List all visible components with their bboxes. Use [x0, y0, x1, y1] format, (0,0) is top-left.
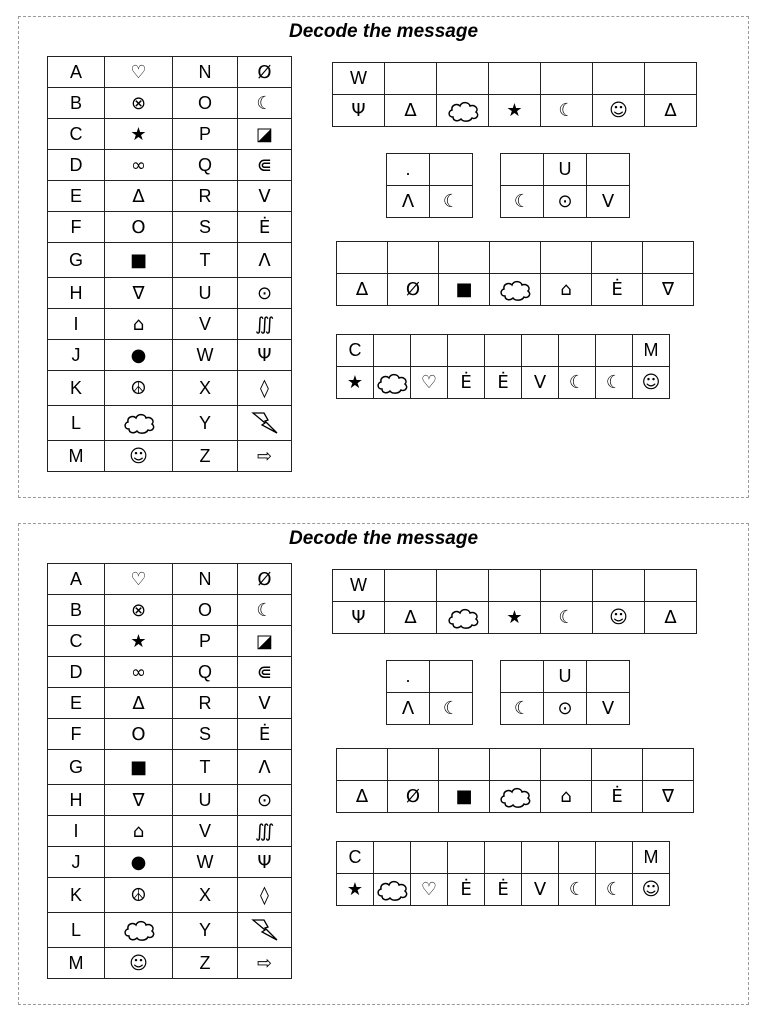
key-letter: W: [173, 847, 238, 878]
key-letter: O: [173, 88, 238, 119]
cloud-icon: [498, 786, 532, 807]
worksheet-top: [18, 16, 749, 498]
cipher-symbol-dotted-e: Ė: [238, 212, 292, 243]
answer-cell[interactable]: [522, 335, 559, 367]
key-row: [48, 243, 292, 278]
key-letter: U: [173, 278, 238, 309]
answer-cell[interactable]: [489, 570, 541, 602]
cipher-symbol-crescent-moon: ☾: [501, 693, 544, 725]
answer-cell[interactable]: C: [337, 842, 374, 874]
key-letter: Q: [173, 150, 238, 181]
key-letter: H: [48, 785, 105, 816]
key-letter: Y: [173, 406, 238, 441]
cipher-symbol-circle: O: [105, 719, 173, 750]
key-letter: A: [48, 564, 105, 595]
cipher-symbol-house: ⌂: [105, 309, 173, 340]
word-4: [336, 241, 694, 306]
cipher-symbol-slashed-o: Ø: [238, 57, 292, 88]
cipher-symbol-psi: Ψ: [238, 847, 292, 878]
cipher-symbol-star: ★: [105, 119, 173, 150]
word-2: [386, 153, 473, 218]
cipher-symbol-nabla: ∇: [105, 785, 173, 816]
cipher-symbol-triangle: ∆: [645, 95, 697, 127]
key-row: [48, 595, 292, 626]
key-letter: D: [48, 150, 105, 181]
answer-cell[interactable]: [501, 154, 544, 186]
answer-cell[interactable]: M: [633, 335, 670, 367]
answer-cell[interactable]: [593, 570, 645, 602]
answer-cell[interactable]: [490, 749, 541, 781]
answer-cell[interactable]: W: [333, 63, 385, 95]
cipher-symbol-cloud: [374, 367, 411, 399]
answer-cell[interactable]: [645, 63, 697, 95]
key-row: [48, 441, 292, 472]
key-row: [48, 785, 292, 816]
answer-cell[interactable]: [437, 570, 489, 602]
key-letter: N: [173, 57, 238, 88]
answer-cell[interactable]: [448, 335, 485, 367]
word-3: [500, 660, 630, 725]
cipher-symbol-star: ★: [105, 626, 173, 657]
answer-row: [501, 154, 630, 186]
cipher-symbol-dotted-e: Ė: [592, 781, 643, 813]
key-row: [48, 913, 292, 948]
key-row: [48, 212, 292, 243]
answer-cell[interactable]: [337, 749, 388, 781]
cipher-symbol-star: ★: [337, 874, 374, 906]
cipher-symbol-circled-dot: ⊙: [238, 278, 292, 309]
cipher-symbol-subset: ⋐: [238, 150, 292, 181]
cipher-symbol-psi: Ψ: [333, 602, 385, 634]
cipher-symbol-black-circle: ●: [105, 847, 173, 878]
answer-row: [337, 749, 694, 781]
word-4: [336, 748, 694, 813]
answer-cell[interactable]: [448, 842, 485, 874]
symbol-row: [333, 95, 697, 127]
key-row: [48, 750, 292, 785]
answer-cell[interactable]: [592, 242, 643, 274]
key-letter: V: [173, 309, 238, 340]
cipher-symbol-nabla: ∇: [105, 278, 173, 309]
cipher-symbol-heart: ♡: [411, 874, 448, 906]
answer-cell[interactable]: [587, 154, 630, 186]
answer-cell[interactable]: [411, 842, 448, 874]
cipher-symbol-triangle: ∆: [337, 274, 388, 306]
answer-cell[interactable]: .: [387, 154, 430, 186]
cipher-symbol-crescent-moon: ☾: [430, 693, 473, 725]
key-row: [48, 948, 292, 979]
cipher-symbol-diamond: ◊: [238, 371, 292, 406]
key-letter: Y: [173, 913, 238, 948]
cipher-symbol-triple-integral: ∭: [238, 309, 292, 340]
word-3: [500, 153, 630, 218]
answer-cell[interactable]: [430, 154, 473, 186]
lightning-icon: [250, 412, 280, 433]
answer-cell[interactable]: [541, 63, 593, 95]
key-row: [48, 406, 292, 441]
answer-cell[interactable]: [337, 242, 388, 274]
answer-cell[interactable]: [439, 242, 490, 274]
answer-row: [337, 335, 670, 367]
cipher-symbol-dotted-e: Ė: [448, 367, 485, 399]
key-letter: S: [173, 212, 238, 243]
key-letter: O: [173, 595, 238, 626]
cipher-symbol-circle: O: [105, 212, 173, 243]
key-row: [48, 371, 292, 406]
cipher-symbol-infinity: ∞: [105, 657, 173, 688]
key-row: [48, 564, 292, 595]
cipher-symbol-nabla: ∇: [643, 781, 694, 813]
answer-cell[interactable]: [593, 63, 645, 95]
cipher-symbol-triangle: ∆: [337, 781, 388, 813]
word-5: [336, 841, 670, 906]
cipher-symbol-circled-dot: ⊙: [544, 693, 587, 725]
key-letter: T: [173, 750, 238, 785]
cipher-symbol-half-square: ◪: [238, 119, 292, 150]
key-row: [48, 847, 292, 878]
key-row: [48, 688, 292, 719]
cipher-symbol-circled-dot: ⊙: [238, 785, 292, 816]
cipher-symbol-v-letter: V: [587, 186, 630, 218]
key-letter: X: [173, 878, 238, 913]
answer-cell[interactable]: W: [333, 570, 385, 602]
cipher-symbol-black-circle: ●: [105, 340, 173, 371]
answer-cell[interactable]: [374, 842, 411, 874]
key-row: [48, 181, 292, 212]
worksheet-title: Decode the message: [288, 21, 479, 42]
cipher-symbol-cloud: [437, 95, 489, 127]
symbol-row: [501, 186, 630, 218]
answer-cell[interactable]: [439, 749, 490, 781]
key-letter: M: [48, 948, 105, 979]
cipher-symbol-heart: ♡: [105, 57, 173, 88]
answer-cell[interactable]: [437, 63, 489, 95]
cipher-symbol-subset: ⋐: [238, 657, 292, 688]
cipher-symbol-triangle: ∆: [105, 181, 173, 212]
key-row: [48, 657, 292, 688]
key-letter: Q: [173, 657, 238, 688]
key-letter: U: [173, 785, 238, 816]
cloud-icon: [446, 607, 480, 628]
word-1: [332, 62, 697, 127]
cipher-symbol-lambda: Λ: [387, 693, 430, 725]
key-letter: C: [48, 626, 105, 657]
key-letter: A: [48, 57, 105, 88]
cipher-symbol-circled-x: ⊗: [105, 595, 173, 626]
cipher-symbol-half-square: ◪: [238, 626, 292, 657]
cipher-symbol-black-square: ■: [105, 243, 173, 278]
answer-cell[interactable]: [592, 749, 643, 781]
cipher-symbol-nabla: ∇: [643, 274, 694, 306]
answer-row: [501, 661, 630, 693]
symbol-row: [387, 693, 473, 725]
answer-row: [333, 63, 697, 95]
cipher-symbol-v-letter: V: [587, 693, 630, 725]
answer-cell[interactable]: [388, 749, 439, 781]
cipher-symbol-smiley: ☺: [593, 95, 645, 127]
cipher-symbol-black-square: ■: [439, 781, 490, 813]
key-row: [48, 816, 292, 847]
cipher-symbol-slashed-o: Ø: [388, 274, 439, 306]
symbol-row: [387, 186, 473, 218]
answer-cell[interactable]: [587, 661, 630, 693]
word-1: [332, 569, 697, 634]
cloud-icon: [498, 279, 532, 300]
cipher-symbol-peace: ☮: [105, 371, 173, 406]
answer-cell[interactable]: [430, 661, 473, 693]
symbol-row: [501, 693, 630, 725]
cipher-symbol-lambda: Λ: [387, 186, 430, 218]
key-letter: E: [48, 181, 105, 212]
word-5: [336, 334, 670, 399]
cipher-symbol-black-square: ■: [105, 750, 173, 785]
cipher-symbol-arrow-right: ⇨: [238, 948, 292, 979]
answer-cell[interactable]: [485, 335, 522, 367]
symbol-row: [333, 602, 697, 634]
answer-row: [387, 154, 473, 186]
answer-cell[interactable]: [643, 242, 694, 274]
cipher-symbol-lambda: Λ: [238, 243, 292, 278]
cipher-symbol-psi: Ψ: [333, 95, 385, 127]
cipher-symbol-black-square: ■: [439, 274, 490, 306]
cipher-symbol-crescent-moon: ☾: [596, 367, 633, 399]
cipher-symbol-arrow-right: ⇨: [238, 441, 292, 472]
cipher-symbol-cloud: [490, 274, 541, 306]
key-letter: K: [48, 878, 105, 913]
answer-row: [387, 661, 473, 693]
key-row: [48, 278, 292, 309]
answer-cell[interactable]: C: [337, 335, 374, 367]
cipher-symbol-cloud: [105, 913, 173, 948]
key-letter: M: [48, 441, 105, 472]
key-letter: I: [48, 309, 105, 340]
key-row: [48, 88, 292, 119]
answer-cell[interactable]: U: [544, 661, 587, 693]
cipher-symbol-dotted-e: Ė: [485, 874, 522, 906]
key-row: [48, 309, 292, 340]
cipher-symbol-triangle: ∆: [645, 602, 697, 634]
answer-cell[interactable]: [643, 749, 694, 781]
cipher-symbol-crescent-moon: ☾: [541, 602, 593, 634]
cipher-symbol-crescent-moon: ☾: [596, 874, 633, 906]
cipher-symbol-star: ★: [337, 367, 374, 399]
cipher-symbol-cloud: [437, 602, 489, 634]
answer-cell[interactable]: [501, 661, 544, 693]
cipher-symbol-triple-integral: ∭: [238, 816, 292, 847]
cipher-symbol-house: ⌂: [541, 274, 592, 306]
cloud-icon: [375, 879, 409, 900]
answer-cell[interactable]: [374, 335, 411, 367]
answer-cell[interactable]: [645, 570, 697, 602]
key-letter: T: [173, 243, 238, 278]
key-row: [48, 626, 292, 657]
answer-cell[interactable]: [559, 335, 596, 367]
key-row: [48, 878, 292, 913]
cipher-symbol-v-letter: V: [522, 874, 559, 906]
cipher-symbol-crescent-moon: ☾: [559, 367, 596, 399]
cloud-icon: [122, 412, 156, 433]
cipher-symbol-dotted-e: Ė: [448, 874, 485, 906]
key-letter: V: [173, 816, 238, 847]
cipher-symbol-triangle: ∆: [385, 602, 437, 634]
key-letter: B: [48, 88, 105, 119]
key-letter: I: [48, 816, 105, 847]
key-letter: X: [173, 371, 238, 406]
cipher-symbol-crescent-moon: ☾: [541, 95, 593, 127]
symbol-row: [337, 274, 694, 306]
cipher-symbol-v-letter: V: [238, 181, 292, 212]
cipher-symbol-crescent-moon: ☾: [238, 88, 292, 119]
key-letter: P: [173, 119, 238, 150]
cipher-symbol-cloud: [490, 781, 541, 813]
answer-cell[interactable]: [541, 749, 592, 781]
cipher-symbol-heart: ♡: [411, 367, 448, 399]
cipher-symbol-diamond: ◊: [238, 878, 292, 913]
key-letter: S: [173, 719, 238, 750]
cipher-symbol-crescent-moon: ☾: [430, 186, 473, 218]
key-letter: Z: [173, 441, 238, 472]
answer-cell[interactable]: [485, 842, 522, 874]
key-row: [48, 150, 292, 181]
cipher-symbol-house: ⌂: [105, 816, 173, 847]
answer-row: [333, 570, 697, 602]
key-letter: R: [173, 181, 238, 212]
cloud-icon: [446, 100, 480, 121]
symbol-row: [337, 874, 670, 906]
key-letter: J: [48, 847, 105, 878]
answer-cell[interactable]: [411, 335, 448, 367]
answer-row: [337, 842, 670, 874]
answer-row: [337, 242, 694, 274]
cipher-symbol-crescent-moon: ☾: [559, 874, 596, 906]
cipher-key-table: [47, 56, 292, 472]
key-row: [48, 340, 292, 371]
worksheet-title: Decode the message: [288, 528, 479, 549]
worksheet-bottom: [18, 523, 749, 1005]
answer-cell[interactable]: [596, 335, 633, 367]
key-row: [48, 57, 292, 88]
cipher-symbol-peace: ☮: [105, 878, 173, 913]
key-letter: E: [48, 688, 105, 719]
cipher-symbol-smiley: ☺: [105, 441, 173, 472]
key-letter: Z: [173, 948, 238, 979]
cipher-symbol-smiley: ☺: [633, 367, 670, 399]
cipher-symbol-heart: ♡: [105, 564, 173, 595]
answer-cell[interactable]: M: [633, 842, 670, 874]
cipher-symbol-star: ★: [489, 602, 541, 634]
cipher-symbol-lightning: [238, 406, 292, 441]
key-letter: B: [48, 595, 105, 626]
key-letter: D: [48, 657, 105, 688]
cipher-symbol-slashed-o: Ø: [388, 781, 439, 813]
answer-cell[interactable]: U: [544, 154, 587, 186]
cipher-key-table: [47, 563, 292, 979]
cipher-symbol-smiley: ☺: [633, 874, 670, 906]
cipher-symbol-dotted-e: Ė: [485, 367, 522, 399]
answer-cell[interactable]: [388, 242, 439, 274]
cipher-symbol-circled-x: ⊗: [105, 88, 173, 119]
key-letter: K: [48, 371, 105, 406]
answer-cell[interactable]: .: [387, 661, 430, 693]
cipher-symbol-triangle: ∆: [105, 688, 173, 719]
cipher-symbol-v-letter: V: [522, 367, 559, 399]
cipher-symbol-lambda: Λ: [238, 750, 292, 785]
key-letter: G: [48, 750, 105, 785]
lightning-icon: [250, 919, 280, 940]
key-letter: W: [173, 340, 238, 371]
cipher-symbol-psi: Ψ: [238, 340, 292, 371]
answer-cell[interactable]: [559, 842, 596, 874]
answer-cell[interactable]: [541, 570, 593, 602]
answer-cell[interactable]: [490, 242, 541, 274]
key-row: [48, 719, 292, 750]
answer-cell[interactable]: [385, 570, 437, 602]
answer-cell[interactable]: [385, 63, 437, 95]
key-letter: P: [173, 626, 238, 657]
cipher-symbol-v-letter: V: [238, 688, 292, 719]
cloud-icon: [122, 919, 156, 940]
cipher-symbol-house: ⌂: [541, 781, 592, 813]
cipher-symbol-infinity: ∞: [105, 150, 173, 181]
cipher-symbol-smiley: ☺: [593, 602, 645, 634]
cipher-symbol-cloud: [374, 874, 411, 906]
key-letter: C: [48, 119, 105, 150]
answer-cell[interactable]: [596, 842, 633, 874]
key-letter: H: [48, 278, 105, 309]
cipher-symbol-cloud: [105, 406, 173, 441]
key-row: [48, 119, 292, 150]
cloud-icon: [375, 372, 409, 393]
key-letter: N: [173, 564, 238, 595]
answer-cell[interactable]: [541, 242, 592, 274]
cipher-symbol-crescent-moon: ☾: [501, 186, 544, 218]
key-letter: R: [173, 688, 238, 719]
cipher-symbol-lightning: [238, 913, 292, 948]
key-letter: J: [48, 340, 105, 371]
cipher-symbol-dotted-e: Ė: [238, 719, 292, 750]
answer-cell[interactable]: [522, 842, 559, 874]
cipher-symbol-crescent-moon: ☾: [238, 595, 292, 626]
key-letter: F: [48, 212, 105, 243]
key-letter: L: [48, 406, 105, 441]
cipher-symbol-star: ★: [489, 95, 541, 127]
symbol-row: [337, 367, 670, 399]
answer-cell[interactable]: [489, 63, 541, 95]
cipher-symbol-triangle: ∆: [385, 95, 437, 127]
symbol-row: [337, 781, 694, 813]
word-2: [386, 660, 473, 725]
cipher-symbol-dotted-e: Ė: [592, 274, 643, 306]
cipher-symbol-smiley: ☺: [105, 948, 173, 979]
key-letter: F: [48, 719, 105, 750]
cipher-symbol-slashed-o: Ø: [238, 564, 292, 595]
key-letter: G: [48, 243, 105, 278]
key-letter: L: [48, 913, 105, 948]
cipher-symbol-circled-dot: ⊙: [544, 186, 587, 218]
